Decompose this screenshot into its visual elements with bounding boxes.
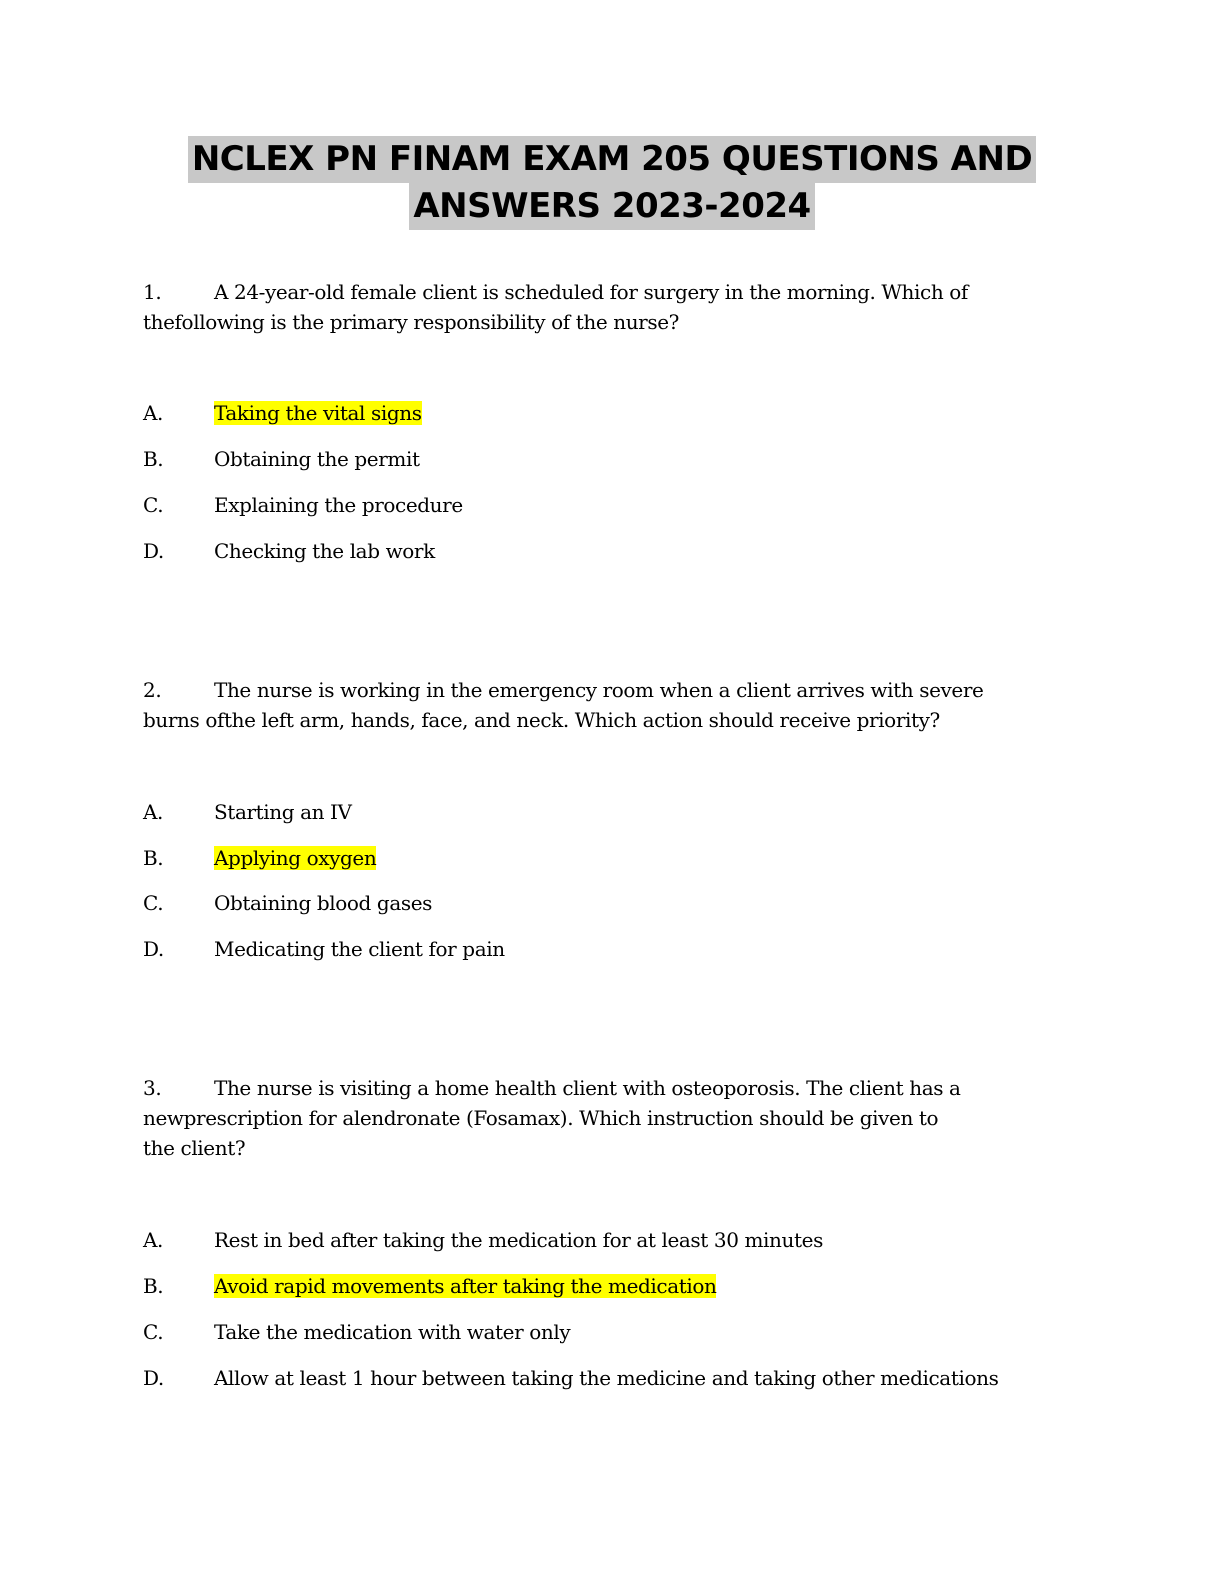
q3-option-b (143, 1271, 716, 1301)
q2-option-c (143, 888, 432, 918)
option-letter: C. (143, 493, 164, 517)
option-letter: B. (143, 1274, 164, 1298)
option-letter: B. (143, 846, 164, 870)
option-text-highlighted: Applying oxygen (214, 846, 377, 870)
q2-option-b (143, 843, 376, 873)
option-letter: A. (143, 401, 164, 425)
question-text-line: thefollowing is the primary responsibility of the nurse? (143, 310, 679, 334)
option-letter: D. (143, 1366, 164, 1390)
question-3 (143, 1073, 1023, 1163)
option-text: Medicating the client for pain (214, 937, 505, 961)
option-letter: C. (143, 1320, 164, 1344)
q1-option-d (143, 536, 435, 566)
q1-option-c (143, 490, 463, 520)
option-text: Starting an IV (214, 800, 352, 824)
question-text-line: The nurse is working in the emergency room when a client arrives with severe (214, 678, 984, 702)
option-text-highlighted: Avoid rapid movements after taking the medication (214, 1274, 717, 1298)
option-letter: A. (143, 800, 164, 824)
question-number: 3. (143, 1076, 162, 1100)
q1-option-b (143, 444, 420, 474)
question-1 (143, 277, 1023, 337)
q3-option-d (143, 1363, 998, 1393)
option-text: Checking the lab work (214, 539, 435, 563)
question-text-line: A 24-year-old female client is scheduled for surgery in the morning. Which of (214, 280, 968, 304)
title-line-1: NCLEX PN FINAM EXAM 205 QUESTIONS AND (188, 136, 1036, 183)
option-text: Obtaining the permit (214, 447, 420, 471)
option-text: Take the medication with water only (214, 1320, 571, 1344)
option-text: Allow at least 1 hour between taking the medicine and taking other medications (214, 1366, 999, 1390)
question-2 (143, 675, 1023, 735)
question-text-line: burns ofthe left arm, hands, face, and neck. Which action should receive priority? (143, 708, 940, 732)
q3-option-a (143, 1225, 823, 1255)
question-number: 2. (143, 678, 162, 702)
option-letter: B. (143, 447, 164, 471)
option-letter: D. (143, 539, 164, 563)
question-text-line: The nurse is visiting a home health client with osteoporosis. The client has a (214, 1076, 961, 1100)
question-number: 1. (143, 280, 162, 304)
option-text: Explaining the procedure (214, 493, 463, 517)
q2-option-d (143, 934, 505, 964)
document-title (0, 136, 1224, 230)
option-text: Obtaining blood gases (214, 891, 433, 915)
question-text-line: the client? (143, 1136, 246, 1160)
q2-option-a (143, 797, 352, 827)
option-letter: C. (143, 891, 164, 915)
q1-option-a (143, 398, 422, 428)
question-text-line: newprescription for alendronate (Fosamax). Which instruction should be given to (143, 1106, 939, 1130)
title-line-2: ANSWERS 2023-2024 (409, 183, 814, 230)
option-letter: D. (143, 937, 164, 961)
option-letter: A. (143, 1228, 164, 1252)
option-text-highlighted: Taking the vital signs (214, 401, 422, 425)
q3-option-c (143, 1317, 570, 1347)
option-text: Rest in bed after taking the medication for at least 30 minutes (214, 1228, 823, 1252)
